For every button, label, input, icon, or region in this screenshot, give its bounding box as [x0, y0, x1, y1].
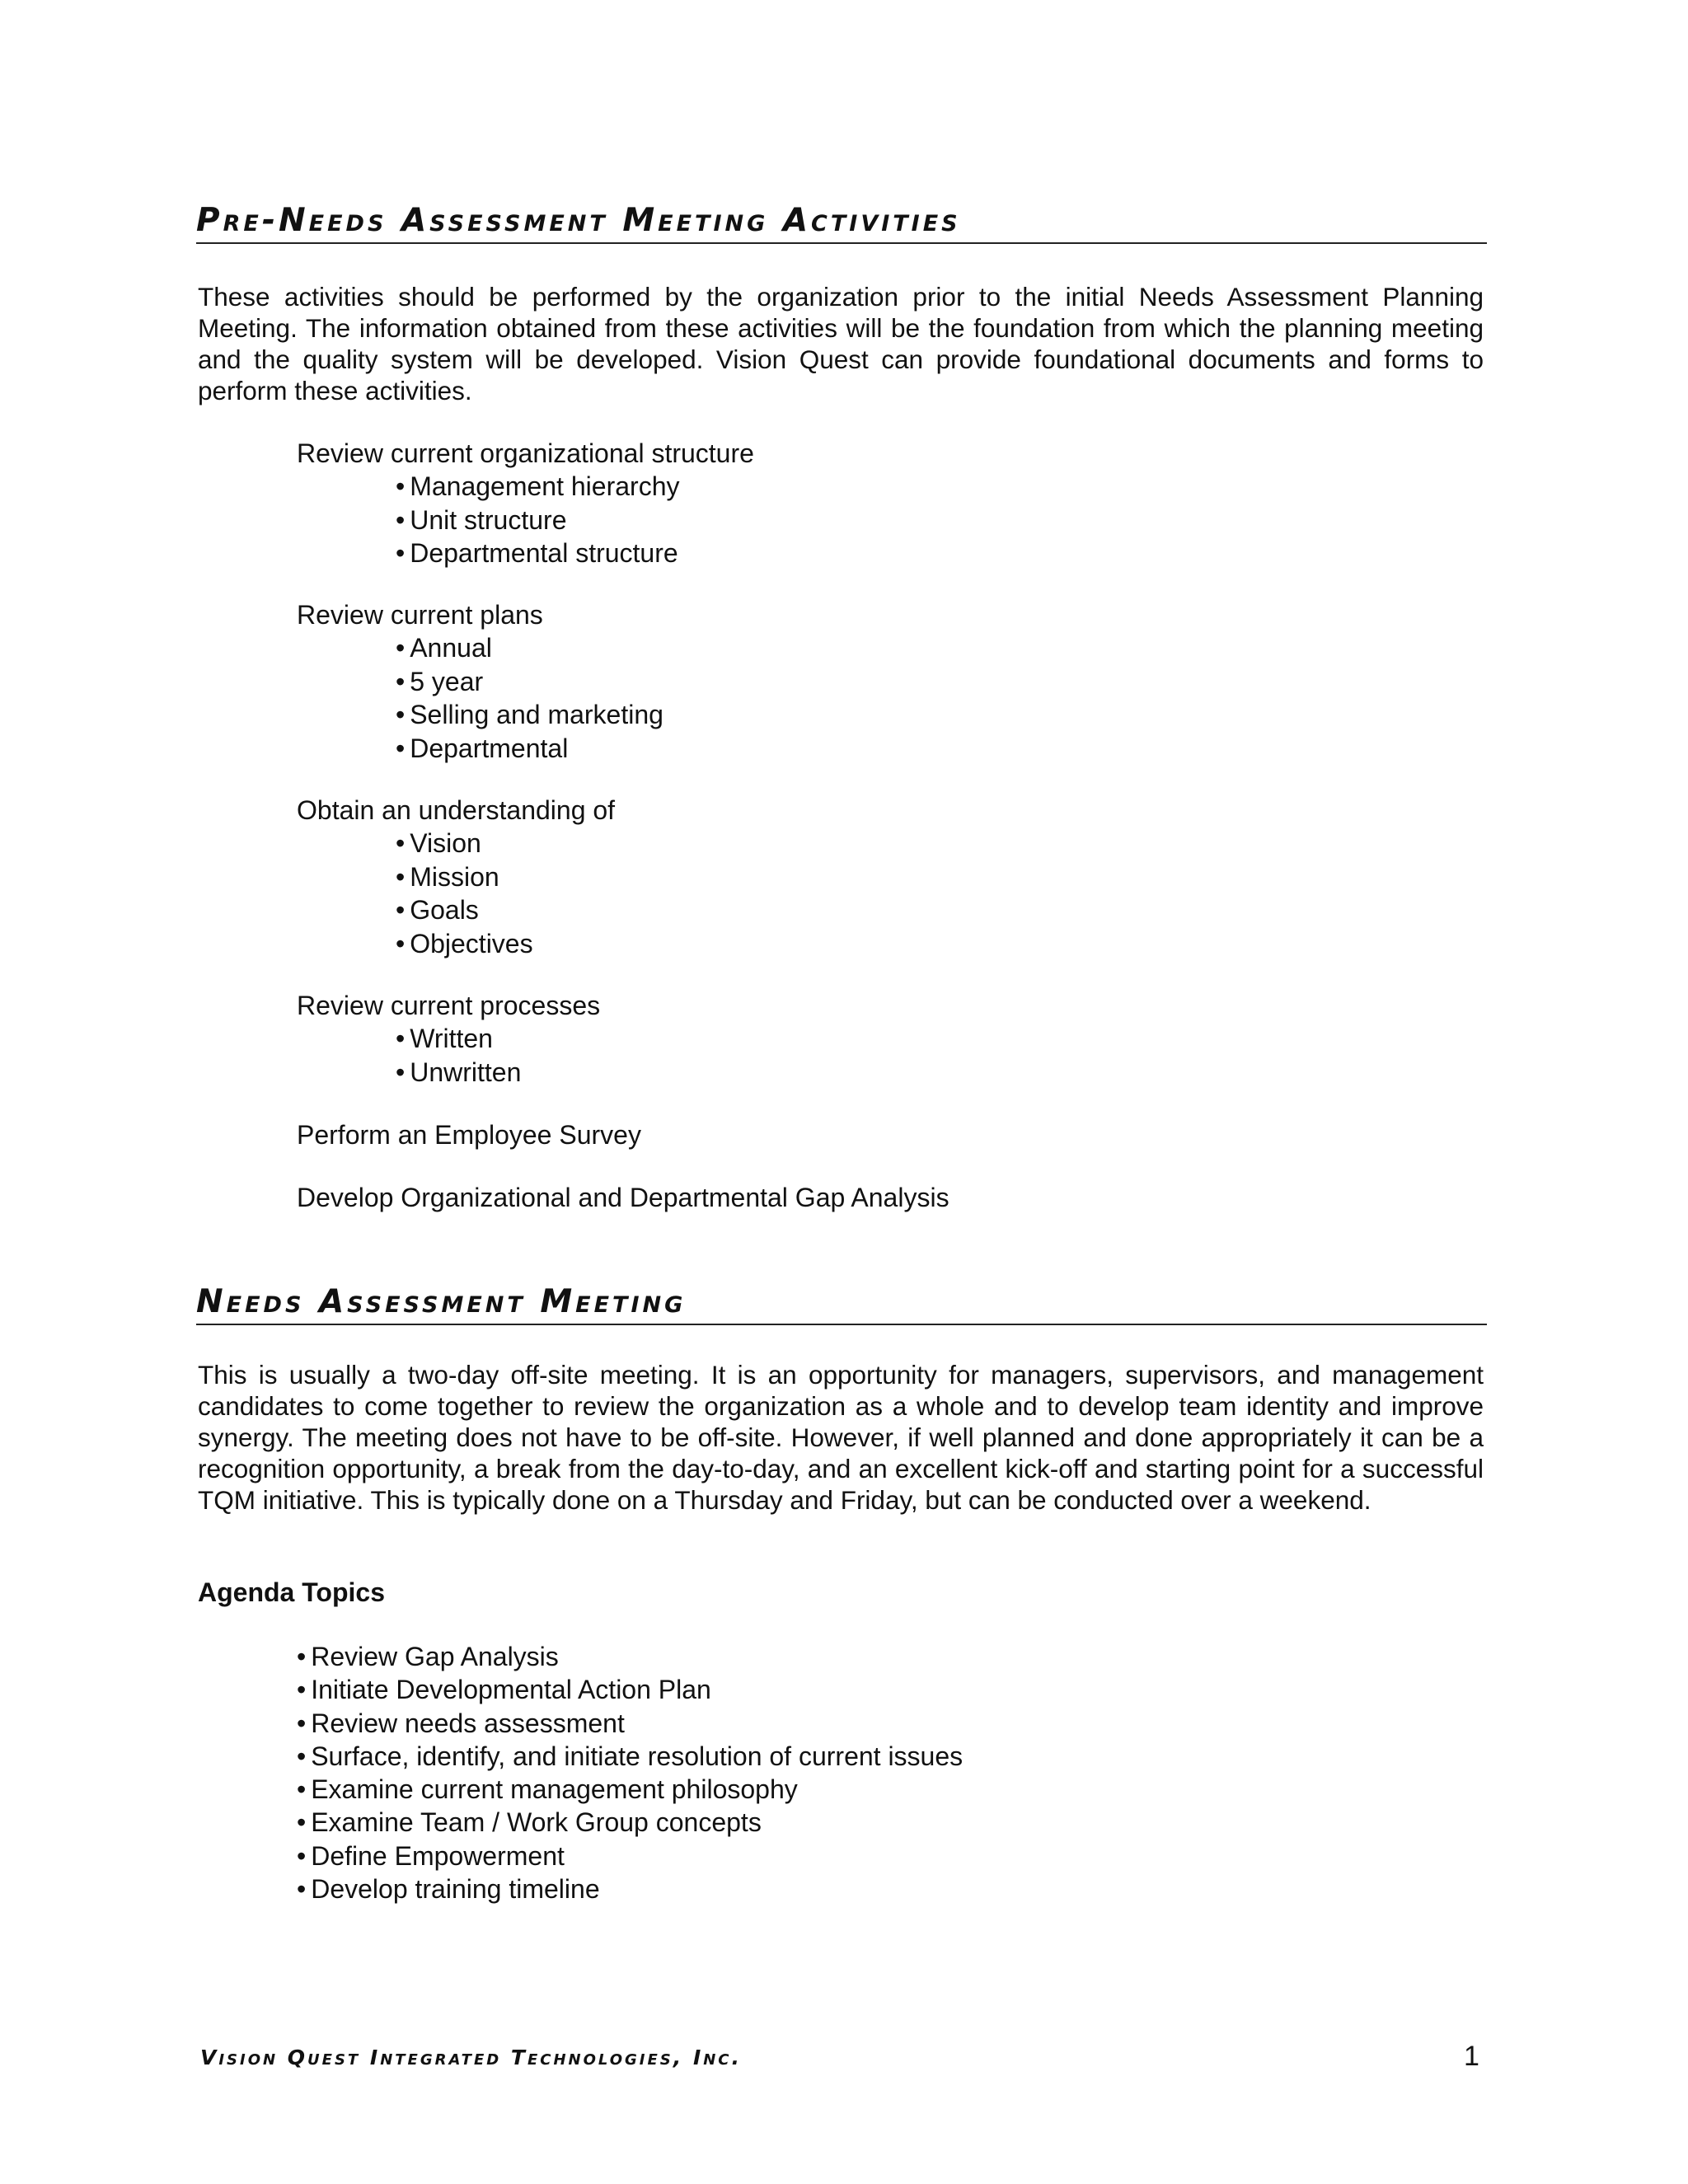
pre-needs-intro: These activities should be performed by the organization prior to the initial Needs Assessment Planning Meeting. The information obtained from these activities will be the foundation from which the planning meeting and the quality system will be developed. Vision Quest can provide foundational documents and forms to perform these activities.: [198, 282, 1484, 405]
list-item: • Management hierarchy: [396, 470, 1286, 504]
list-item: • Vision: [396, 827, 1286, 860]
agenda-item: • Review needs assessment: [297, 1707, 963, 1740]
group-heading: Perform an Employee Survey: [297, 1120, 641, 1150]
group-heading: Obtain an understanding of: [297, 795, 616, 825]
group-heading: Review current processes: [297, 991, 601, 1020]
list-item: • Goals: [396, 893, 1286, 927]
list-item: • Written: [396, 1022, 1286, 1056]
bullet-list: [297, 470, 1286, 570]
activity-group-understanding: [297, 794, 1286, 960]
list-item: • Objectives: [396, 927, 1286, 961]
section-title-pre-needs: Pre-Needs Assessment Meeting Activities: [196, 201, 1487, 244]
list-item: • Selling and marketing: [396, 698, 1286, 732]
page-number: 1: [1464, 2041, 1479, 2072]
bullet-list: [297, 1022, 1286, 1089]
agenda-item: • Develop training timeline: [297, 1872, 963, 1905]
list-item: • Departmental structure: [396, 537, 1286, 570]
activity-group-gap-analysis: [297, 1181, 1286, 1214]
agenda-item: • Initiate Developmental Action Plan: [297, 1673, 963, 1706]
agenda-list: [297, 1640, 963, 1905]
list-item: • Departmental: [396, 732, 1286, 766]
agenda-item: • Surface, identify, and initiate resolution of current issues: [297, 1740, 963, 1773]
group-heading: Review current organizational structure: [297, 438, 754, 468]
agenda-heading: Agenda Topics: [198, 1577, 385, 1607]
activity-group-survey: [297, 1118, 1286, 1151]
agenda-item: • Define Empowerment: [297, 1840, 963, 1872]
group-heading: Develop Organizational and Departmental Gap Analysis: [297, 1183, 950, 1212]
activity-group-processes: [297, 989, 1286, 1089]
activity-group-plans: [297, 598, 1286, 765]
agenda-item: • Review Gap Analysis: [297, 1640, 963, 1673]
agenda-item: • Examine current management philosophy: [297, 1773, 963, 1806]
bullet-list: [297, 827, 1286, 960]
list-item: • Mission: [396, 860, 1286, 894]
list-item: • Unit structure: [396, 504, 1286, 537]
section-title-needs: Needs Assessment Meeting: [196, 1282, 1487, 1325]
footer-company-name: Vision Quest Integrated Technologies, Inc.: [200, 2046, 743, 2069]
list-item: • Annual: [396, 631, 1286, 665]
bullet-list: [297, 631, 1286, 765]
list-item: • Unwritten: [396, 1056, 1286, 1090]
group-heading: Review current plans: [297, 600, 543, 630]
list-item: • 5 year: [396, 665, 1286, 699]
agenda-item: • Examine Team / Work Group concepts: [297, 1806, 963, 1839]
needs-intro: This is usually a two-day off-site meeting. It is an opportunity for managers, supervisors, and management candidates to come together to review the organization as a whole and to develop team identity and improve synergy. The meeting does not have to be off-site. However, if well planned and done appropriately it can be a recognition opportunity, a break from the day-to-day, and an excellent kick-off and starting point for a successful TQM initiative. This is typically done on a Thursday and Friday, but can be conducted over a weekend.: [198, 1360, 1484, 1515]
activity-group-org-structure: [297, 437, 1286, 570]
